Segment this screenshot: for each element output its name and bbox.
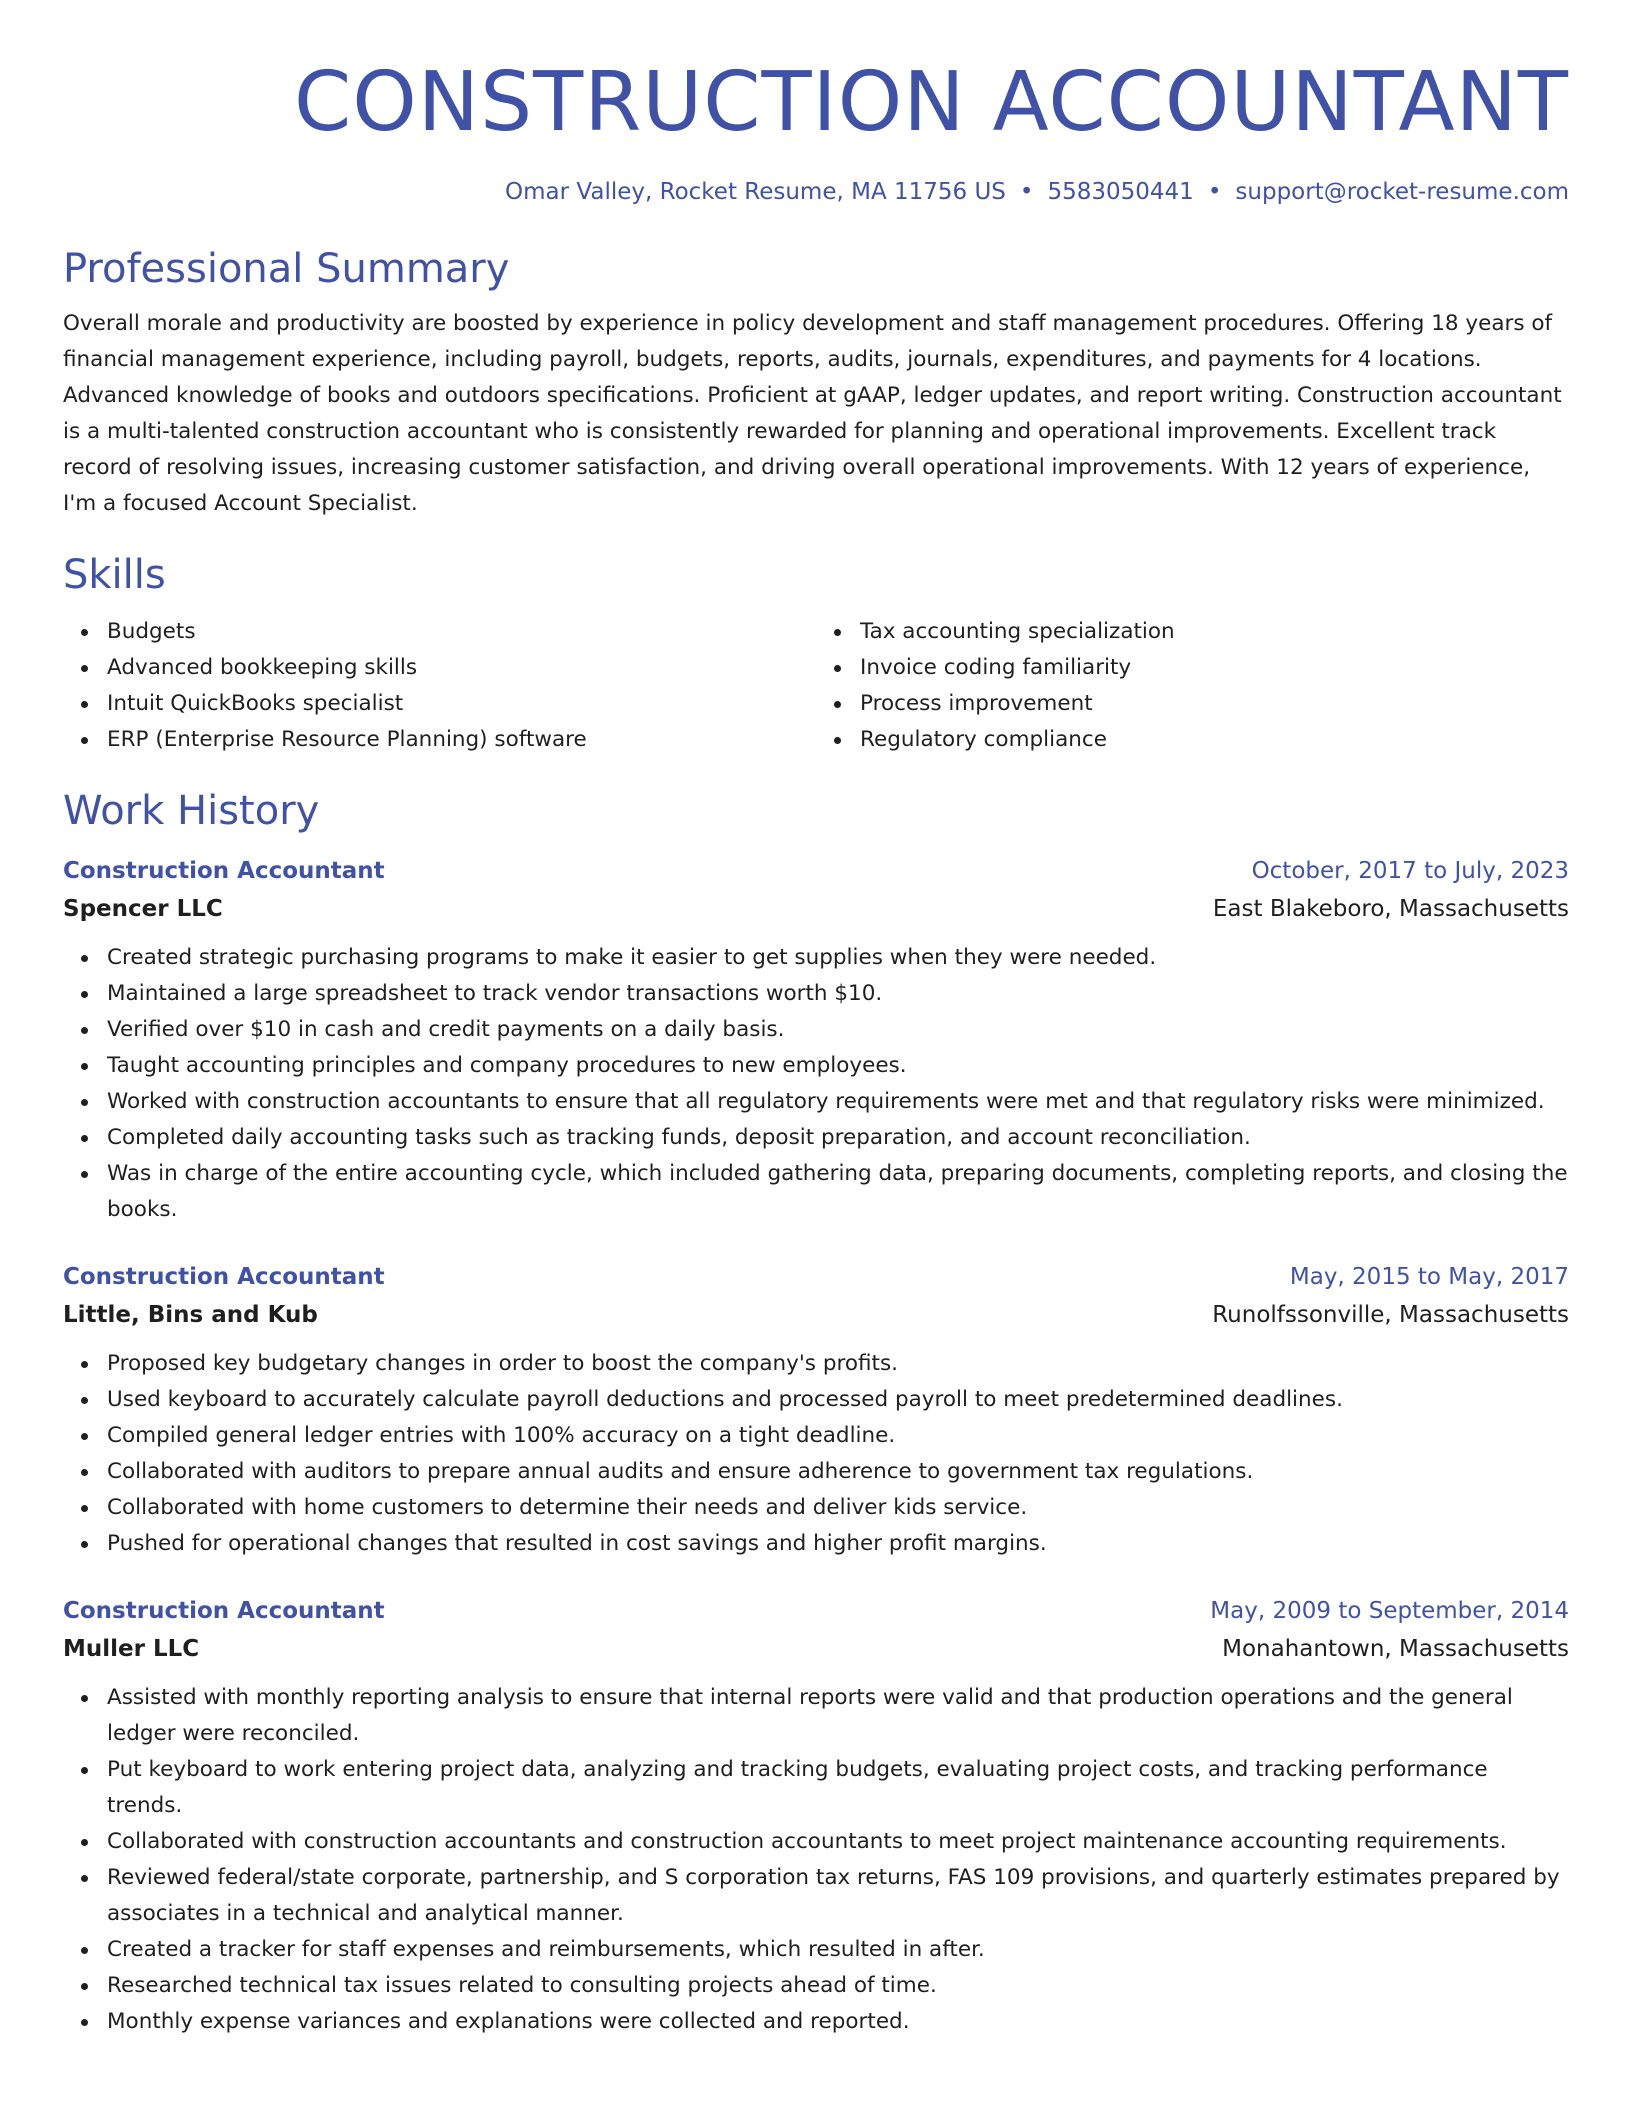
job-entry [63, 1258, 1569, 1562]
contact-separator: • [1207, 179, 1222, 205]
job-company: Spencer LLC [63, 896, 223, 922]
skill-item: Invoice coding familiarity [860, 650, 1569, 686]
job-bullet: Researched technical tax issues related to consulting projects ahead of time. [107, 1968, 1569, 2004]
job-bullet: Put keyboard to work entering project data, analyzing and tracking budgets, evaluating project costs, and tracking performance trends. [107, 1752, 1569, 1824]
job-dates: October, 2017 to July, 2023 [1251, 858, 1569, 884]
section-title-work: Work History [63, 788, 320, 834]
job-title: Construction Accountant [63, 1598, 385, 1624]
contact-address: Omar Valley, Rocket Resume, MA 11756 US [505, 179, 1006, 205]
skills-grid [63, 614, 1569, 758]
skill-item: Budgets [107, 614, 816, 650]
job-header-row [63, 852, 1569, 890]
job-bullet: Verified over $10 in cash and credit payments on a daily basis. [107, 1012, 1569, 1048]
job-dates: May, 2015 to May, 2017 [1289, 1264, 1569, 1290]
job-company: Little, Bins and Kub [63, 1302, 318, 1328]
job-bullet: Monthly expense variances and explanations were collected and reported. [107, 2004, 1569, 2040]
job-bullet: Used keyboard to accurately calculate payroll deductions and processed payroll to meet predetermined deadlines. [107, 1382, 1569, 1418]
job-location: Monahantown, Massachusetts [1222, 1636, 1569, 1662]
job-company-row [63, 890, 1569, 928]
skills-section [63, 550, 1569, 758]
job-bullet: Worked with construction accountants to ensure that all regulatory requirements were met and that regulatory risks were minimized. [107, 1084, 1569, 1120]
job-header-row [63, 1592, 1569, 1630]
professional-summary-section [63, 244, 1569, 522]
skill-item: Intuit QuickBooks specialist [107, 686, 816, 722]
job-bullet: Assisted with monthly reporting analysis to ensure that internal reports were valid and that production operations and the general ledger were reconciled. [107, 1680, 1569, 1752]
skill-item: ERP (Enterprise Resource Planning) software [107, 722, 816, 758]
contact-line [63, 176, 1569, 208]
job-bullets [63, 1346, 1569, 1562]
resume-header [63, 52, 1569, 208]
skills-column-left [63, 614, 816, 758]
job-location: East Blakeboro, Massachusetts [1212, 896, 1569, 922]
summary-text: Overall morale and productivity are boosted by experience in policy development and staff management procedures. Offering 18 years of financial management experience, including payroll, budgets, reports, audits, journals, expenditures, and payments for 4 locations. Advanced knowledge of books and outdoors specifications. Proficient at gAAP, ledger updates, and report writing. Construction accountant is a multi-talented construction accountant who is consistently rewarded for planning and operational improvements. Excellent track record of resolving issues, increasing customer satisfaction, and driving overall operational improvements. With 12 years of experience, I'm a focused Account Specialist. [63, 311, 1562, 516]
work-history-section [63, 786, 1569, 2040]
job-location: Runolfssonville, Massachusetts [1212, 1302, 1569, 1328]
job-title: Construction Accountant [63, 1264, 385, 1290]
job-company: Muller LLC [63, 1636, 200, 1662]
job-bullet: Collaborated with auditors to prepare annual audits and ensure adherence to government tax regulations. [107, 1454, 1569, 1490]
skill-item: Tax accounting specialization [860, 614, 1569, 650]
job-bullet: Maintained a large spreadsheet to track vendor transactions worth $10. [107, 976, 1569, 1012]
contact-email: support@rocket-resume.com [1235, 179, 1569, 205]
job-bullet: Completed daily accounting tasks such as tracking funds, deposit preparation, and account reconciliation. [107, 1120, 1569, 1156]
job-bullet: Compiled general ledger entries with 100% accuracy on a tight deadline. [107, 1418, 1569, 1454]
job-bullet: Taught accounting principles and company procedures to new employees. [107, 1048, 1569, 1084]
job-dates: May, 2009 to September, 2014 [1210, 1598, 1569, 1624]
job-entry [63, 1592, 1569, 2040]
skill-item: Regulatory compliance [860, 722, 1569, 758]
job-bullet: Collaborated with construction accountants and construction accountants to meet project maintenance accounting requirements. [107, 1824, 1569, 1860]
job-entry [63, 852, 1569, 1228]
job-bullet: Created a tracker for staff expenses and reimbursements, which resulted in after. [107, 1932, 1569, 1968]
job-bullet: Reviewed federal/state corporate, partnership, and S corporation tax returns, FAS 109 provisions, and quarterly estimates prepared by associates in a technical and analytical manner. [107, 1860, 1569, 1932]
job-title: Construction Accountant [63, 858, 385, 884]
job-company-row [63, 1296, 1569, 1334]
job-bullet: Collaborated with home customers to determine their needs and deliver kids service. [107, 1490, 1569, 1526]
job-bullets [63, 940, 1569, 1228]
section-title-summary: Professional Summary [63, 246, 510, 292]
skill-item: Process improvement [860, 686, 1569, 722]
job-bullets [63, 1680, 1569, 2040]
contact-phone: 5583050441 [1047, 179, 1194, 205]
job-bullet: Pushed for operational changes that resulted in cost savings and higher profit margins. [107, 1526, 1569, 1562]
job-header-row [63, 1258, 1569, 1296]
job-bullet: Proposed key budgetary changes in order to boost the company's profits. [107, 1346, 1569, 1382]
job-bullet: Created strategic purchasing programs to make it easier to get supplies when they were needed. [107, 940, 1569, 976]
contact-separator: • [1019, 179, 1034, 205]
skill-item: Advanced bookkeeping skills [107, 650, 816, 686]
skills-column-right [816, 614, 1569, 758]
job-bullet: Was in charge of the entire accounting cycle, which included gathering data, preparing documents, completing reports, and closing the books. [107, 1156, 1569, 1228]
job-company-row [63, 1630, 1569, 1668]
section-title-skills: Skills [63, 552, 166, 598]
candidate-name: CONSTRUCTION ACCOUNTANT [293, 55, 1569, 150]
